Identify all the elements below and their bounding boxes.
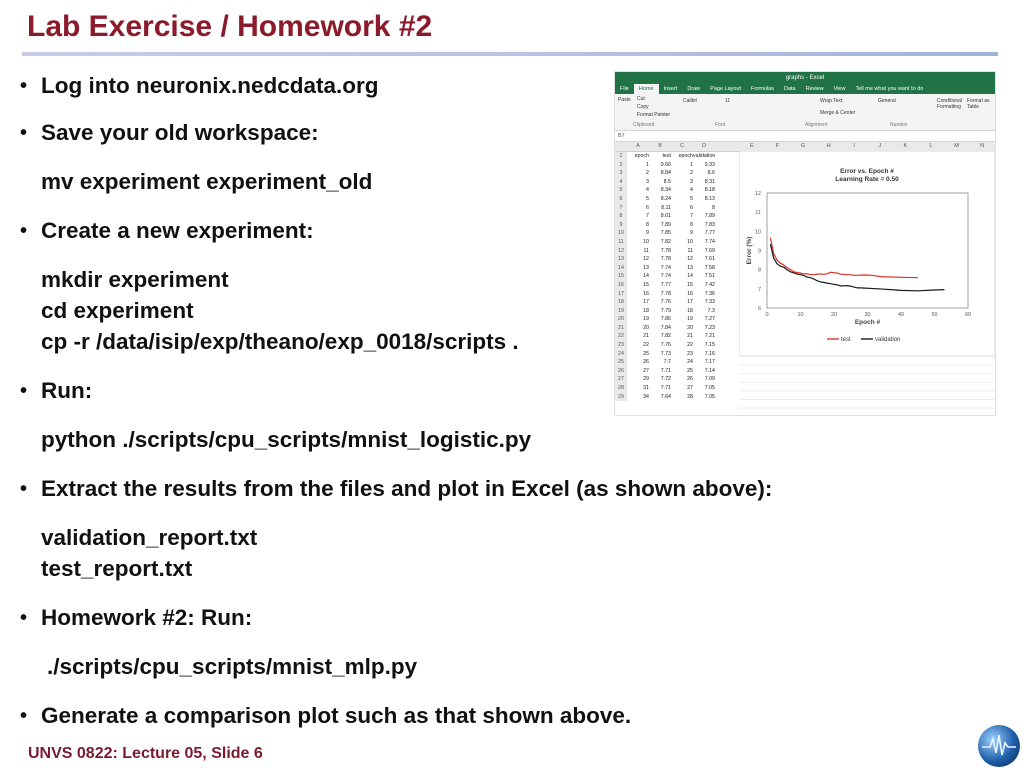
data-cell: 26 bbox=[687, 376, 693, 383]
data-cell: 12 bbox=[643, 256, 649, 263]
column-letter: G bbox=[800, 143, 806, 149]
data-cell: 8.01 bbox=[660, 213, 671, 220]
column-letter: L bbox=[929, 143, 933, 149]
ribbon-tab: Page Layout bbox=[710, 86, 742, 92]
data-cell: 7.89 bbox=[660, 221, 671, 228]
data-cell: 8 bbox=[712, 204, 715, 211]
data-cell: 14 bbox=[643, 273, 649, 280]
data-cell: 23 bbox=[687, 350, 693, 357]
data-cell: 18 bbox=[643, 307, 649, 314]
number-format: General bbox=[878, 98, 896, 104]
data-cell: 17 bbox=[687, 299, 693, 306]
paste-button: Paste bbox=[618, 97, 631, 103]
column-letter: F bbox=[775, 143, 780, 149]
data-cell: 8.24 bbox=[660, 195, 671, 202]
bullet-homework: • Homework #2: Run: bbox=[20, 605, 253, 630]
command-line: validation_report.txt bbox=[41, 525, 258, 550]
font-name: Calibri bbox=[683, 98, 698, 104]
chart-title: Error vs. Epoch # bbox=[840, 168, 894, 175]
data-cell: 1 bbox=[646, 161, 649, 168]
x-tick-label: 60 bbox=[964, 312, 972, 318]
data-cell: 18 bbox=[687, 307, 693, 314]
title-divider bbox=[22, 52, 998, 56]
table-row: 16 15 7.77 15 7.42 bbox=[615, 281, 739, 290]
data-cell: 7.09 bbox=[704, 376, 715, 383]
data-cell: 7.36 bbox=[704, 290, 715, 297]
x-tick-label: 50 bbox=[931, 312, 938, 318]
format-as-table-button: Format as Table bbox=[967, 98, 990, 110]
table-row: 25 26 7.7 24 7.17 bbox=[615, 358, 739, 367]
data-cell: 5 bbox=[646, 195, 649, 202]
data-cell: 10 bbox=[687, 238, 693, 245]
data-cell: 7.86 bbox=[660, 316, 671, 323]
data-cell: 20 bbox=[687, 324, 693, 331]
excel-chart bbox=[739, 151, 995, 356]
bullet-comparison: • Generate a comparison plot such as that shown above. bbox=[20, 703, 632, 728]
data-cell: 8 bbox=[690, 221, 693, 228]
data-cell: 7.74 bbox=[704, 238, 715, 245]
command-line: cp -r /data/isip/exp/theano/exp_0018/scripts . bbox=[41, 329, 519, 354]
data-cell: 28 bbox=[687, 393, 693, 400]
bullet-new-experiment: • Create a new experiment: bbox=[20, 218, 314, 243]
data-cell: 14 bbox=[687, 273, 693, 280]
bullet-text: Save your old workspace: bbox=[41, 120, 319, 145]
data-cell: 7.74 bbox=[660, 264, 671, 271]
data-cell: 7.74 bbox=[660, 273, 671, 280]
ribbon-tab: Home bbox=[634, 84, 659, 94]
ribbon-tab: Tell me what you want to do bbox=[855, 86, 924, 92]
data-cell: 8 bbox=[646, 221, 649, 228]
bullet-text: Log into neuronix.nedcdata.org bbox=[41, 73, 379, 98]
table-row: 28 31 7.71 27 7.05 bbox=[615, 384, 739, 393]
data-cell: 7.16 bbox=[704, 350, 715, 357]
globe-logo-icon bbox=[978, 725, 1020, 767]
data-cell: 31 bbox=[643, 385, 649, 392]
table-row: 19 18 7.79 18 7.3 bbox=[615, 307, 739, 316]
ribbon-tab: View bbox=[833, 86, 846, 92]
data-cell: 8.13 bbox=[704, 195, 715, 202]
data-cell: 7.85 bbox=[660, 230, 671, 237]
data-cell: 11 bbox=[643, 247, 649, 254]
table-row: 13 12 7.78 12 7.61 bbox=[615, 255, 739, 264]
table-row: 29 34 7.64 28 7.05 bbox=[615, 393, 739, 402]
ribbon-tab: Data bbox=[783, 86, 796, 92]
data-cell: 4 bbox=[690, 187, 693, 194]
table-row: 11 10 7.82 10 7.74 bbox=[615, 238, 739, 247]
data-cell: 17 bbox=[643, 299, 649, 306]
data-cell: 7 bbox=[690, 213, 693, 220]
bullet-text: Generate a comparison plot such as that shown above. bbox=[41, 703, 632, 728]
data-cell: 7.27 bbox=[704, 316, 715, 323]
y-tick-label: 7 bbox=[757, 286, 761, 293]
data-cell: 7.83 bbox=[704, 221, 715, 228]
data-cell: 7.89 bbox=[704, 213, 715, 220]
data-cell: 6 bbox=[690, 204, 693, 211]
x-tick-label: 20 bbox=[830, 312, 838, 318]
formula-bar bbox=[615, 131, 995, 142]
column-letter: K bbox=[903, 143, 908, 149]
data-cell: 9.33 bbox=[704, 161, 715, 168]
bullet-save-workspace: • Save your old workspace: bbox=[20, 120, 319, 145]
data-cell: 2 bbox=[646, 170, 649, 177]
data-cell: 16 bbox=[643, 290, 649, 297]
table-row: 17 16 7.78 16 7.36 bbox=[615, 290, 739, 299]
data-cell: 7.78 bbox=[660, 247, 671, 254]
merge-center-button: Merge & Center bbox=[820, 110, 856, 116]
column-letter: I bbox=[853, 143, 855, 149]
table-row: 15 14 7.74 14 7.51 bbox=[615, 272, 739, 281]
data-cell: 5 bbox=[690, 195, 693, 202]
bullet-text: Extract the results from the files and plot in Excel (as shown above): bbox=[41, 476, 773, 501]
data-cell: 8.18 bbox=[704, 187, 715, 194]
data-cell: 15 bbox=[643, 281, 649, 288]
data-cell: 26 bbox=[643, 359, 649, 366]
data-cell: 7.14 bbox=[704, 367, 715, 374]
data-cell: 7.05 bbox=[704, 393, 715, 400]
bullet-text: Homework #2: Run: bbox=[41, 605, 253, 630]
column-letter: N bbox=[980, 143, 985, 149]
data-cell: 8.6 bbox=[707, 170, 715, 177]
data-cell: 1 bbox=[690, 161, 693, 168]
data-cell: 7.21 bbox=[704, 333, 715, 340]
x-tick-label: 40 bbox=[897, 312, 905, 318]
data-cell: 19 bbox=[687, 316, 693, 323]
data-cell: 8.11 bbox=[661, 204, 671, 211]
data-cell: 7.71 bbox=[660, 367, 671, 374]
data-cell: 7.77 bbox=[660, 281, 671, 288]
data-cell: 7.78 bbox=[660, 256, 671, 263]
bullet-extract: • Extract the results from the files and plot in Excel (as shown above): bbox=[20, 476, 773, 501]
data-cell: 4 bbox=[646, 187, 649, 194]
excel-ribbon bbox=[615, 94, 995, 131]
data-cell: 3 bbox=[646, 178, 649, 185]
table-row: 27 29 7.72 26 7.09 bbox=[615, 375, 739, 384]
data-cell: 3 bbox=[690, 178, 693, 185]
data-cell: 8.34 bbox=[660, 187, 671, 194]
data-cell: 16 bbox=[687, 290, 693, 297]
table-row: 20 19 7.86 19 7.27 bbox=[615, 315, 739, 324]
data-cell: 22 bbox=[687, 342, 693, 349]
data-cell: 20 bbox=[643, 324, 649, 331]
command-line: mkdir experiment bbox=[41, 267, 229, 292]
data-cell: 29 bbox=[643, 376, 649, 383]
data-cell: 7.69 bbox=[704, 247, 715, 254]
command-line: mv experiment experiment_old bbox=[41, 169, 373, 194]
format-painter-button: Format Painter bbox=[637, 112, 671, 118]
column-letter: H bbox=[826, 143, 831, 149]
data-cell: 7.3 bbox=[707, 307, 715, 314]
alignment-group: Alignment bbox=[805, 122, 828, 128]
data-cell: 7.23 bbox=[704, 324, 715, 331]
header-cell: epoch bbox=[678, 153, 693, 159]
font-size: 11 bbox=[725, 98, 731, 104]
data-cell: 25 bbox=[643, 350, 649, 357]
table-row: 24 25 7.73 23 7.16 bbox=[615, 350, 739, 359]
data-cell: 21 bbox=[643, 333, 649, 340]
worksheet-data: A B C D 1 epoch test epoch validation 2 1 9.66 1 9.33 3 2 8.84 2 8.6 4 3 8.5 3 8.31 5 4 8.34 4 8.18 6 5 8.24 5 8.13 7 6 8.11 6 8 8 7 8.01 7 7.89 9 8 7.89 8 7.83 10 9 7.85 9 7.77 11 10 7.82 10 7.74 12 11 7.78 11 7.69 13 12 7.78 12 7.61 14 13 7.74 13 7.58 15 14 7.74 14 7.51 16 15 7.77 15 7.42 17 16 7.78 16 7.36 18 17 7.76 17 7.33 19 18 7.79 18 7.3 20 19 7.86 19 7.27 21 20 7.84 20 7.23 22 21 7.82 21 7.21 23 22 7.76 22 7.15 24 25 7.73 23 7.16 25 26 7.7 24 7.17 26 27 7.71 25 7.14 27 29 7.72 26 7.09 28 31 7.71 27 7.05 29 34 7.64 28 7.05 bbox=[615, 142, 739, 401]
name-box: B7 bbox=[618, 133, 625, 139]
data-cell: 9.66 bbox=[660, 161, 671, 168]
data-cell: 9 bbox=[690, 230, 693, 237]
number-group: Number bbox=[890, 122, 908, 128]
bullet-text: Create a new experiment: bbox=[41, 218, 314, 243]
excel-window-title: graphs - Excel bbox=[785, 75, 825, 81]
table-row: 6 5 8.24 5 8.13 bbox=[615, 195, 739, 204]
data-cell: 7.76 bbox=[660, 342, 671, 349]
data-cell: 7.51 bbox=[704, 273, 715, 280]
x-tick-label: 10 bbox=[797, 312, 804, 318]
data-cell: 7.7 bbox=[663, 359, 671, 366]
data-cell: 13 bbox=[643, 264, 649, 271]
x-tick-label: 0 bbox=[765, 312, 769, 318]
clipboard-group: Clipboard bbox=[633, 122, 655, 128]
chart-svg bbox=[739, 151, 995, 356]
data-cell: 7.77 bbox=[704, 230, 715, 237]
table-row: 8 7 8.01 7 7.89 bbox=[615, 212, 739, 221]
data-cell: 8.84 bbox=[660, 170, 671, 177]
data-cell: 21 bbox=[687, 333, 693, 340]
y-axis-label: Error (%) bbox=[746, 236, 753, 265]
data-cell: 27 bbox=[643, 367, 649, 374]
data-cell: 7.64 bbox=[660, 393, 671, 400]
command-line: test_report.txt bbox=[41, 556, 193, 581]
data-cell: 7.71 bbox=[660, 385, 671, 392]
table-row: 12 11 7.78 11 7.69 bbox=[615, 247, 739, 256]
command-line: cd experiment bbox=[41, 298, 194, 323]
bullet-login: • Log into neuronix.nedcdata.org bbox=[20, 73, 379, 98]
table-row: 26 27 7.71 25 7.14 bbox=[615, 367, 739, 376]
data-cell: 7.42 bbox=[704, 281, 715, 288]
ribbon-tab: Review bbox=[805, 86, 824, 92]
data-cell: 24 bbox=[687, 359, 693, 366]
y-tick-label: 8 bbox=[757, 267, 761, 274]
font-group: Font bbox=[715, 122, 726, 128]
data-cell: 34 bbox=[643, 393, 649, 400]
table-row: 3 2 8.84 2 8.6 bbox=[615, 169, 739, 178]
data-cell: 11 bbox=[687, 247, 693, 254]
data-cell: 7.73 bbox=[660, 350, 671, 357]
table-row: 21 20 7.84 20 7.23 bbox=[615, 324, 739, 333]
cut-button: Cut bbox=[637, 96, 645, 102]
x-tick-label: 30 bbox=[864, 312, 871, 318]
slide-footer: UNVS 0822: Lecture 05, Slide 6 bbox=[28, 745, 263, 762]
empty-cells bbox=[739, 356, 995, 415]
header-cell: test bbox=[662, 153, 671, 159]
data-cell: 7.84 bbox=[660, 324, 671, 331]
data-cell: 9 bbox=[646, 230, 649, 237]
data-cell: 7.05 bbox=[704, 385, 715, 392]
y-tick-label: 9 bbox=[757, 248, 761, 255]
ribbon-tab: Draw bbox=[687, 86, 701, 92]
data-cell: 2 bbox=[690, 170, 693, 177]
data-cell: 10 bbox=[643, 238, 649, 245]
excel-screenshot bbox=[614, 71, 996, 416]
column-letter: B bbox=[658, 143, 662, 149]
table-row: 18 17 7.76 17 7.33 bbox=[615, 298, 739, 307]
ribbon-tab: Insert bbox=[663, 86, 678, 92]
data-cell: 6 bbox=[646, 204, 649, 211]
column-letter: J bbox=[878, 143, 882, 149]
y-tick-label: 11 bbox=[755, 210, 761, 217]
bullet-text: Run: bbox=[41, 378, 93, 403]
copy-button: Copy bbox=[637, 104, 649, 110]
data-cell: 7.76 bbox=[660, 299, 671, 306]
data-cell: 27 bbox=[687, 385, 693, 392]
column-letter: E bbox=[749, 143, 754, 149]
column-letter: C bbox=[680, 143, 684, 149]
ribbon-tab: File bbox=[620, 86, 629, 92]
legend-label: test bbox=[841, 337, 851, 343]
command-line: ./scripts/cpu_scripts/mnist_mlp.py bbox=[47, 654, 418, 679]
wrap-text-button: Wrap Text bbox=[820, 98, 843, 104]
data-cell: 22 bbox=[643, 342, 649, 349]
x-axis-label: Epoch # bbox=[854, 319, 881, 326]
y-tick-label: 6 bbox=[757, 306, 761, 312]
data-cell: 7.33 bbox=[704, 299, 715, 306]
data-cell: 13 bbox=[687, 264, 693, 271]
ribbon-tab: Formulas bbox=[751, 86, 774, 92]
legend-label: validation bbox=[875, 337, 901, 343]
y-tick-label: 10 bbox=[754, 229, 761, 236]
data-cell: 7.61 bbox=[704, 256, 715, 263]
data-cell: 7.15 bbox=[704, 342, 715, 349]
header-cell: epoch bbox=[634, 153, 649, 159]
slide-title: Lab Exercise / Homework #2 bbox=[27, 10, 433, 43]
excel-ribbon-tabs bbox=[615, 84, 995, 94]
column-letter: A bbox=[636, 143, 640, 149]
table-row: 5 4 8.34 4 8.18 bbox=[615, 186, 739, 195]
table-row: 4 3 8.5 3 8.31 bbox=[615, 178, 739, 187]
column-letter: M bbox=[954, 143, 959, 149]
data-cell: 19 bbox=[643, 316, 649, 323]
bullet-run: • Run: bbox=[20, 378, 93, 403]
header-cell: validation bbox=[693, 153, 716, 159]
data-cell: 7.79 bbox=[660, 307, 671, 314]
data-cell: 7.72 bbox=[660, 376, 671, 383]
y-tick-label: 12 bbox=[754, 191, 761, 197]
data-cell: 7.82 bbox=[660, 238, 671, 245]
data-cell: 7.17 bbox=[704, 359, 715, 366]
data-cell: 7.78 bbox=[660, 290, 671, 297]
command-line: python ./scripts/cpu_scripts/mnist_logistic.py bbox=[41, 427, 532, 452]
data-cell: 12 bbox=[687, 256, 693, 263]
table-row: 7 6 8.11 6 8 bbox=[615, 204, 739, 213]
table-row: 2 1 9.66 1 9.33 bbox=[615, 161, 739, 170]
data-cell: 7.58 bbox=[704, 264, 715, 271]
table-row: 10 9 7.85 9 7.77 bbox=[615, 229, 739, 238]
table-row: 22 21 7.82 21 7.21 bbox=[615, 332, 739, 341]
chart-subtitle: Learning Rate = 0.50 bbox=[835, 176, 899, 183]
table-row: 23 22 7.76 22 7.15 bbox=[615, 341, 739, 350]
table-row: 14 13 7.74 13 7.58 bbox=[615, 264, 739, 273]
conditional-formatting-button: Conditional Formatting bbox=[937, 98, 963, 110]
column-letter: D bbox=[702, 143, 706, 149]
excel-title-bar bbox=[615, 72, 995, 84]
table-row: 9 8 7.89 8 7.83 bbox=[615, 221, 739, 230]
data-cell: 15 bbox=[687, 281, 693, 288]
data-cell: 25 bbox=[687, 367, 693, 374]
data-cell: 7 bbox=[646, 213, 649, 220]
data-cell: 8.31 bbox=[704, 178, 715, 185]
data-cell: 7.82 bbox=[660, 333, 671, 340]
data-cell: 8.5 bbox=[663, 178, 671, 185]
